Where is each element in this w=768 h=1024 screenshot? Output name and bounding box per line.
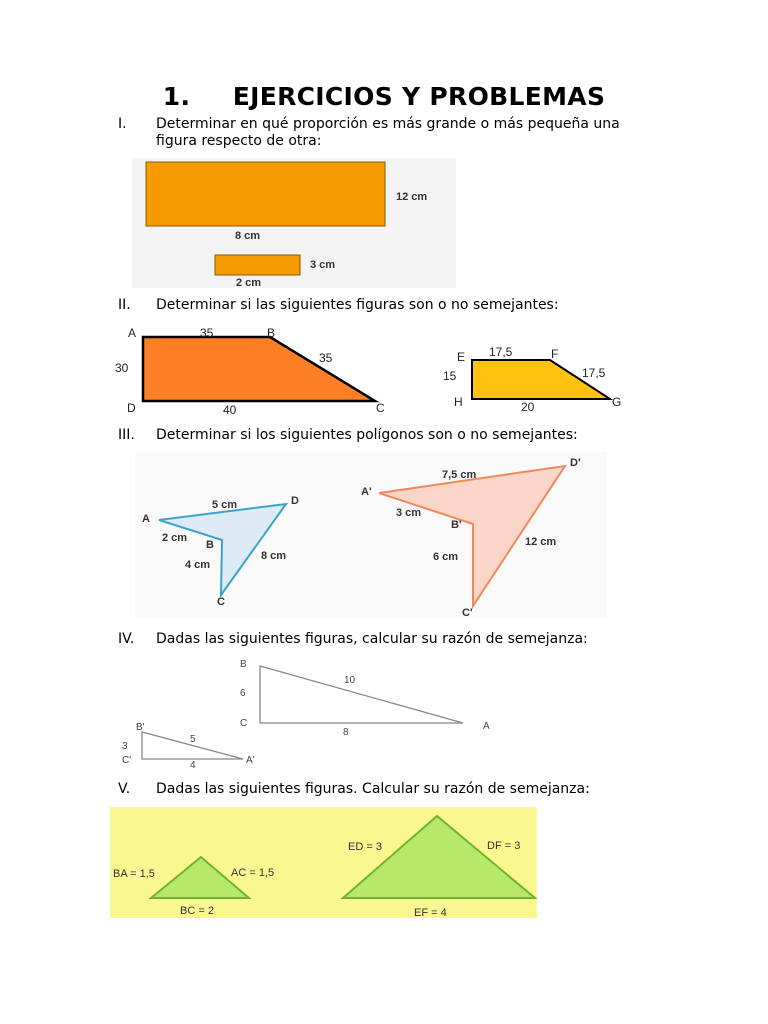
vertex-b-prime: B' bbox=[451, 519, 462, 531]
question-1-numeral: I. bbox=[118, 116, 127, 132]
vertex-d: D bbox=[127, 401, 136, 415]
vertex-b-large: B bbox=[240, 659, 247, 670]
side-ef: 17,5 bbox=[489, 345, 513, 359]
vertex-b-small-prime: B' bbox=[136, 722, 145, 733]
label-ba: BA = 1,5 bbox=[113, 868, 155, 880]
vertex-c-small-prime: C' bbox=[122, 755, 132, 766]
question-5-numeral: V. bbox=[118, 781, 131, 797]
question-1-text bbox=[156, 116, 676, 150]
small-rectangle bbox=[215, 255, 300, 275]
vertex-h: H bbox=[454, 395, 463, 409]
vertex-b: B bbox=[267, 326, 276, 340]
triangle-abc bbox=[260, 666, 463, 723]
question-4-numeral: IV. bbox=[118, 631, 135, 647]
side-bc-small: 4 cm bbox=[185, 559, 211, 571]
trapezoid-abcd bbox=[143, 337, 375, 401]
title-text: EJERCICIOS Y PROBLEMAS bbox=[232, 82, 606, 111]
label-ed: ED = 3 bbox=[348, 841, 382, 853]
side-fg: 17,5 bbox=[582, 366, 606, 380]
side-cd-small: 8 cm bbox=[261, 550, 287, 562]
question-1-line1: Determinar en qué proporción es más grande o más pequeña una bbox=[156, 116, 620, 132]
figure-3-polygons bbox=[135, 452, 607, 618]
side-ca-small-prime: 4 bbox=[190, 760, 196, 769]
side-bc-small-prime: 3 bbox=[122, 741, 128, 752]
side-bc-large: 6 bbox=[240, 688, 246, 699]
label-bc: BC = 2 bbox=[180, 905, 214, 917]
vertex-c: C bbox=[376, 401, 385, 415]
vertex-c-small: C bbox=[217, 596, 225, 608]
vertex-d-small: D bbox=[291, 495, 299, 507]
side-ba-large: 10 bbox=[344, 675, 356, 686]
side-ab-small: 2 cm bbox=[162, 532, 188, 544]
figure-5-triangles bbox=[110, 807, 537, 918]
side-ad-prime: 7,5 cm bbox=[442, 469, 477, 481]
side-ab: 35 bbox=[200, 326, 214, 340]
side-hg: 20 bbox=[521, 400, 535, 414]
figure-1-rectangles bbox=[132, 158, 456, 288]
large-width-label: 8 cm bbox=[235, 230, 261, 242]
side-eh: 15 bbox=[443, 369, 457, 383]
side-bc-prime: 6 cm bbox=[433, 551, 459, 563]
vertex-a-small-prime: A' bbox=[246, 755, 255, 766]
vertex-a-prime: A' bbox=[361, 486, 372, 498]
side-bc: 35 bbox=[319, 351, 333, 365]
figure-4-triangles bbox=[112, 655, 504, 769]
vertex-e: E bbox=[457, 350, 466, 364]
small-width-label: 2 cm bbox=[236, 277, 262, 288]
vertex-b-small: B bbox=[206, 539, 214, 551]
side-ca-large: 8 bbox=[343, 727, 349, 738]
large-height-label: 12 cm bbox=[396, 191, 428, 203]
title-number: 1. bbox=[162, 82, 191, 111]
side-dc: 40 bbox=[223, 403, 237, 417]
side-ad: 30 bbox=[115, 361, 129, 375]
vertex-a-large: A bbox=[483, 721, 490, 732]
question-2-text: Determinar si las siguientes figuras son o no semejantes: bbox=[156, 297, 559, 313]
side-ab-prime: 3 cm bbox=[396, 507, 422, 519]
vertex-a: A bbox=[128, 326, 137, 340]
side-ba-small-prime: 5 bbox=[190, 734, 196, 745]
label-df: DF = 3 bbox=[487, 840, 521, 852]
question-5-text: Dadas las siguientes figuras. Calcular su razón de semejanza: bbox=[156, 781, 590, 797]
vertex-c-prime: C' bbox=[462, 607, 473, 618]
page-title bbox=[0, 82, 768, 111]
vertex-c-large: C bbox=[240, 718, 248, 729]
side-cd-prime: 12 cm bbox=[525, 536, 557, 548]
vertex-f: F bbox=[551, 347, 559, 361]
side-ad-small: 5 cm bbox=[212, 499, 238, 511]
question-4-text: Dadas las siguientes figuras, calcular su razón de semejanza: bbox=[156, 631, 588, 647]
question-2-numeral: II. bbox=[118, 297, 131, 313]
vertex-d-prime: D' bbox=[570, 457, 581, 469]
label-ac: AC = 1,5 bbox=[231, 867, 275, 879]
label-ef: EF = 4 bbox=[414, 907, 447, 918]
figure-2-trapezoids bbox=[110, 322, 680, 418]
vertex-a-small: A bbox=[142, 513, 150, 525]
question-1-line2: figura respecto de otra: bbox=[156, 133, 322, 149]
question-3-numeral: III. bbox=[118, 427, 135, 443]
large-rectangle bbox=[146, 162, 385, 226]
vertex-g: G bbox=[612, 395, 622, 409]
question-3-text: Determinar si los siguientes polígonos son o no semejantes: bbox=[156, 427, 578, 443]
small-height-label: 3 cm bbox=[310, 259, 336, 271]
